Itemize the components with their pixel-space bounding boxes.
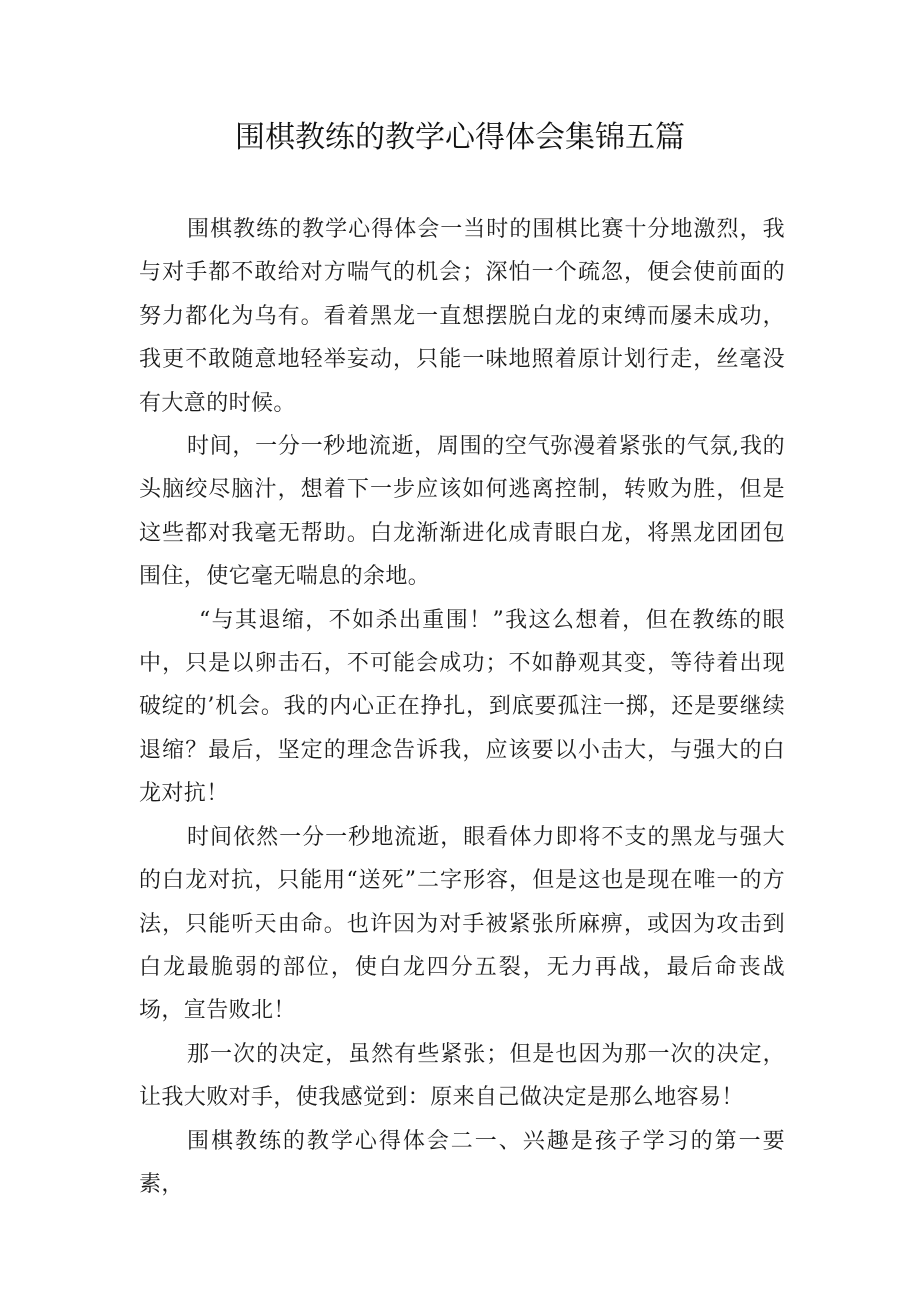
page-title: 围棋教练的教学心得体会集锦五篇: [235, 120, 685, 155]
document-body: [139, 208, 785, 1206]
paragraph: 时间依然一分一秒地流逝，眼看体力即将不支的黑龙与强大的白龙对抗，只能用“送死”二字形容，但是这也是现在唯一的方法，只能听天由命。也许因为对手被紧张所麻痹，或因为攻击到白龙最脆弱的部位，使白龙四分五裂，无力再战，最后命丧战场，宣告败北！: [139, 824, 785, 1024]
paragraph: 围棋教练的教学心得体会二一、兴趣是孩子学习的第一要素，: [139, 1128, 785, 1197]
paragraph: 那一次的决定，虽然有些紧张；但是也因为那一次的决定，让我大败对手，使我感觉到：原来自己做决定是那么地容易！: [139, 1041, 785, 1111]
paragraph: 时间，一分一秒地流逝，周围的空气弥漫着紧张的气氛,我的头脑绞尽脑汁，想着下一步应该如何逃离控制，转败为胜，但是这些都对我毫无帮助。白龙渐渐进化成青眼白龙，将黑龙团团包围住，使它毫无喘息的余地。: [139, 434, 785, 590]
paragraph: “与其退缩，不如杀出重围！”我这么想着，但在教练的眼中，只是以卵击石，不可能会成功；不如静观其变，等待着出现破绽的’机会。我的内心正在挣扎，到底要孤注一掷，还是要继续退缩？最后，坚定的理念告诉我，应该要以小击大，与强大的白龙对抗！: [139, 607, 785, 807]
paragraph: 围棋教练的教学心得体会一当时的围棋比赛十分地激烈，我与对手都不敢给对方喘气的机会；深怕一个疏忽，便会使前面的努力都化为乌有。看着黑龙一直想摆脱白龙的束缚而屡未成功，我更不敢随意地轻举妄动，只能一味地照着原计划行走，丝毫没有大意的时候。: [139, 217, 785, 416]
